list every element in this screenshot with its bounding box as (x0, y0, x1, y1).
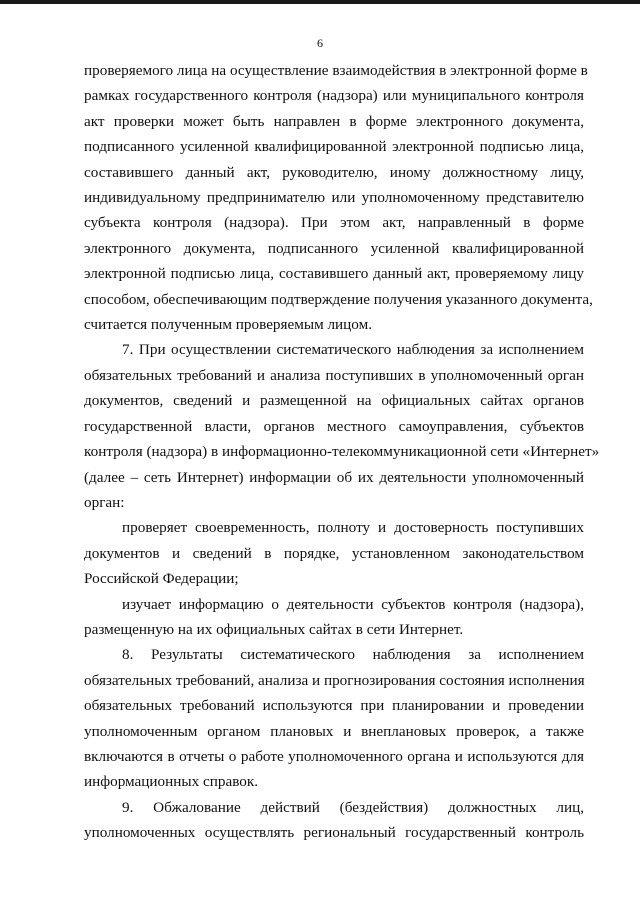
text-line: рамках государственного контроля (надзора) или муниципального контроля (84, 87, 584, 105)
text-line: способом, обеспечивающим подтверждение получения указанного документа, (84, 290, 593, 308)
text-line: документов, сведений и размещенной на официальных сайтах органов (84, 392, 584, 410)
text-line: изучает информацию о деятельности субъектов контроля (надзора), (122, 595, 584, 613)
text-line: электронной подписью лица, составившего данный акт, проверяемому лицу (84, 265, 584, 283)
text-line: контроля (надзора) в информационно-телекоммуникационной сети «Интернет» (84, 443, 600, 461)
text-line: акт проверки может быть направлен в форме электронного документа, (84, 112, 584, 130)
paragraph-item-7 (84, 337, 600, 515)
paragraph-checks (84, 515, 584, 591)
paragraph-continuation (84, 58, 593, 337)
text-line: государственной власти, органов местного самоуправления, субъектов (84, 417, 584, 435)
text-line: проверяемого лица на осуществление взаимодействия в электронной форме в (84, 62, 588, 79)
text-line: 9. Обжалование действий (бездействия) должностных лиц, (122, 798, 584, 816)
text-line: 7. При осуществлении систематического наблюдения за исполнением (122, 341, 584, 359)
text-line: уполномоченным органом плановых и внеплановых проверок, а также (84, 722, 584, 740)
text-line: субъекта контроля (надзора). При этом акт, направленный в форме (84, 214, 584, 232)
paragraph-studies (84, 592, 584, 643)
text-line: (далее – сеть Интернет) информации об их деятельности уполномоченный (84, 468, 584, 486)
text-line: подписанного усиленной квалифицированной электронной подписью лица, (84, 138, 584, 156)
text-line: составившего данный акт, руководителю, иному должностному лицу, (84, 163, 584, 181)
text-line: документов и сведений в порядке, установленном законодательством (84, 544, 584, 562)
text-line: уполномоченных осуществлять региональный государственный контроль (84, 824, 584, 842)
text-line: обязательных требований используются при планировании и проведении (84, 697, 584, 715)
text-line: обязательных требований, анализа и прогнозирования состояния исполнения (84, 671, 585, 689)
text-line: орган: (84, 493, 125, 511)
top-rule (0, 0, 640, 4)
text-line: считается полученным проверяемым лицом. (84, 316, 373, 334)
page-number: 6 (317, 36, 323, 50)
text-line: размещенную на их официальных сайтах в сети Интернет. (84, 620, 464, 638)
paragraph-item-9 (84, 795, 584, 846)
paragraph-item-8 (84, 642, 584, 794)
text-line: информационных справок. (84, 773, 259, 791)
text-line: Российской Федерации; (84, 570, 239, 588)
text-line: 8. Результаты систематического наблюдения за исполнением (122, 646, 584, 664)
text-line: индивидуальному предпринимателю или уполномоченному представителю (84, 189, 584, 207)
text-line: обязательных требований и анализа поступивших в уполномоченный орган (84, 366, 584, 384)
document-body (84, 58, 600, 846)
text-line: проверяет своевременность, полноту и достоверность поступивших (122, 519, 584, 537)
text-line: включаются в отчеты о работе уполномоченного органа и используются для (84, 747, 584, 765)
text-line: электронного документа, подписанного усиленной квалифицированной (84, 239, 584, 257)
